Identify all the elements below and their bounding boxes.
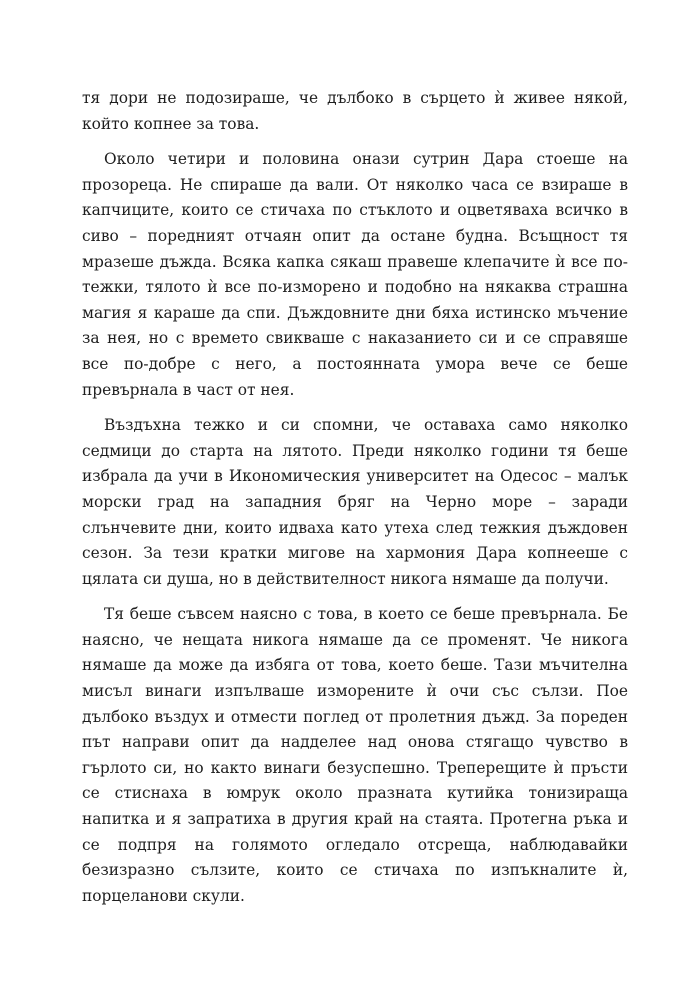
paragraph-summer-odesos: Въздъхна тежко и си спомни, че оставаха само няколко седмици до старта на лятото. Преди няколко години тя беше избрала да учи в Икономическия университет на Одесос – малък морски град на западния бряг на Черно море – заради слънчевите дни, които идваха като утеха след тежкия дъждовен сезон. За тези кратки мигове на хармония Дара копнееше с цялата си душа, но в действителност никога нямаше да получи. bbox=[82, 416, 628, 588]
paragraph-morning-window: Около четири и половина онази сутрин Дара стоеше на прозореца. Не спираше да вали. От няколко часа се взираше в капчиците, които се стичаха по стъклото и оцветяваха всичко в сиво – поредният отчаян опит да остане будна. Всъщност тя мразеше дъжда. Всяка капка сякаш правеше клепачите ѝ все по-тежки, тялото ѝ все по-изморено и подобно на някаква страшна магия я караше да спи. Дъждовните дни бяха истинско мъчение за нея, но с времето свикваше с наказанието си и се справяше все по-добре с него, а постоянната умора вече се беше превърнала в част от нея. bbox=[82, 150, 628, 399]
document-page bbox=[82, 86, 628, 919]
paragraph-mirror-tears: Тя беше съвсем наясно с това, в което се беше превърнала. Бе наясно, че нещата никога нямаше да се променят. Че никога нямаше да може да избяга от това, което беше. Тази мъчителна мисъл винаги изпълваше изморените ѝ очи със сълзи. Пое дълбоко въздух и отмести поглед от пролетния дъжд. За пореден път направи опит да надделее над онова стягащо чувство в гърлото си, но както винаги безуспешно. Треперещите ѝ пръсти се стиснаха в юмрук около празната кутийка тонизираща напитка и я запратиха в другия край на стаята. Протегна ръка и се подпря на голямото огледало отсреща, наблюдавайки безизразно сълзите, които се стичаха по изпъкналите ѝ, порцеланови скули. bbox=[82, 605, 628, 905]
paragraph-continuation: тя дори не подозираше, че дълбоко в сърцето ѝ живее някой, който копнее за това. bbox=[82, 89, 628, 133]
